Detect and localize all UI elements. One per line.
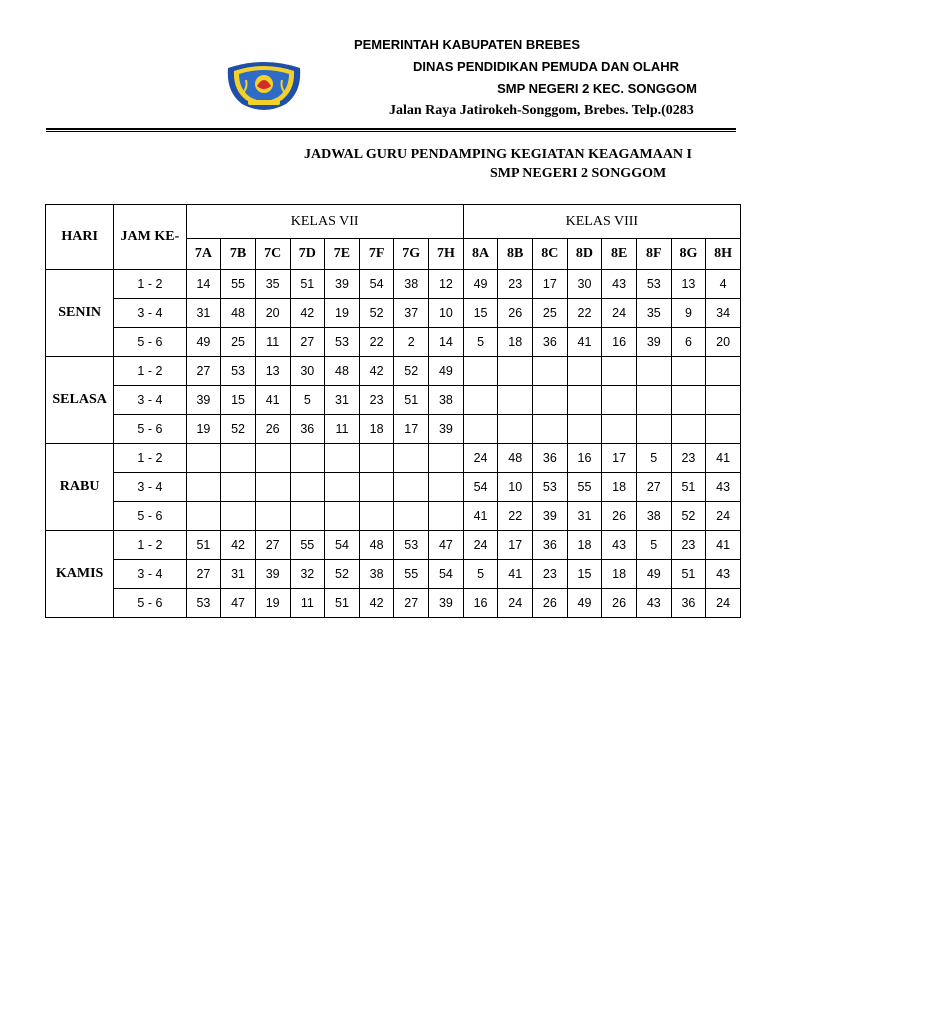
jam-cell: 3 - 4 <box>114 473 186 502</box>
teacher-number-cell <box>498 357 533 386</box>
jam-cell: 3 - 4 <box>114 560 186 589</box>
jam-cell: 3 - 4 <box>114 386 186 415</box>
teacher-number-cell: 5 <box>463 328 498 357</box>
teacher-number-cell: 51 <box>671 473 706 502</box>
teacher-number-cell: 42 <box>359 589 394 618</box>
teacher-number-cell: 36 <box>290 415 325 444</box>
teacher-number-cell: 23 <box>533 560 568 589</box>
teacher-number-cell <box>221 502 256 531</box>
teacher-number-cell <box>567 415 602 444</box>
teacher-number-cell: 24 <box>706 589 741 618</box>
schedule-table-container <box>45 204 733 620</box>
teacher-number-cell: 48 <box>221 299 256 328</box>
teacher-number-cell: 4 <box>706 270 741 299</box>
teacher-number-cell <box>498 386 533 415</box>
teacher-number-cell <box>290 444 325 473</box>
table-row <box>46 270 741 299</box>
teacher-number-cell: 55 <box>290 531 325 560</box>
jam-cell: 1 - 2 <box>114 444 186 473</box>
teacher-number-cell: 18 <box>602 473 637 502</box>
table-row <box>46 444 741 473</box>
class-header-7e: 7E <box>325 239 360 270</box>
class-header-7c: 7C <box>255 239 290 270</box>
teacher-number-cell: 49 <box>463 270 498 299</box>
table-row <box>46 502 741 531</box>
class-header-7h: 7H <box>429 239 464 270</box>
teacher-number-cell: 52 <box>359 299 394 328</box>
table-row <box>46 589 741 618</box>
teacher-number-cell: 14 <box>429 328 464 357</box>
schedule-table <box>45 204 741 618</box>
class-header-8d: 8D <box>567 239 602 270</box>
teacher-number-cell: 23 <box>671 531 706 560</box>
class-header-8c: 8C <box>533 239 568 270</box>
teacher-number-cell: 31 <box>325 386 360 415</box>
letterhead-divider-thin <box>46 131 736 132</box>
teacher-number-cell: 55 <box>394 560 429 589</box>
teacher-number-cell: 27 <box>394 589 429 618</box>
letterhead-address: Jalan Raya Jatirokeh-Songgom, Brebes. Telp.(0283 <box>389 103 694 118</box>
teacher-number-cell <box>706 415 741 444</box>
teacher-number-cell <box>636 386 671 415</box>
teacher-number-cell: 51 <box>394 386 429 415</box>
teacher-number-cell <box>186 444 221 473</box>
teacher-number-cell <box>567 386 602 415</box>
header-hari: HARI <box>46 205 114 270</box>
teacher-number-cell <box>706 357 741 386</box>
teacher-number-cell <box>255 473 290 502</box>
letterhead-school: SMP NEGERI 2 KEC. SONGGOM <box>497 81 697 96</box>
teacher-number-cell <box>602 415 637 444</box>
teacher-number-cell: 10 <box>498 473 533 502</box>
teacher-number-cell: 24 <box>602 299 637 328</box>
teacher-number-cell: 6 <box>671 328 706 357</box>
teacher-number-cell: 2 <box>394 328 429 357</box>
teacher-number-cell: 39 <box>533 502 568 531</box>
teacher-number-cell: 30 <box>290 357 325 386</box>
teacher-number-cell: 11 <box>255 328 290 357</box>
teacher-number-cell: 18 <box>602 560 637 589</box>
document-title: JADWAL GURU PENDAMPING KEGIATAN KEAGAMAAN I <box>304 147 692 162</box>
teacher-number-cell: 53 <box>533 473 568 502</box>
header-jam: JAM KE- <box>114 205 186 270</box>
teacher-number-cell: 20 <box>255 299 290 328</box>
teacher-number-cell: 41 <box>567 328 602 357</box>
teacher-number-cell: 15 <box>567 560 602 589</box>
teacher-number-cell: 16 <box>602 328 637 357</box>
teacher-number-cell: 23 <box>359 386 394 415</box>
teacher-number-cell: 19 <box>186 415 221 444</box>
table-row <box>46 299 741 328</box>
class-header-7d: 7D <box>290 239 325 270</box>
letterhead-department: DINAS PENDIDIKAN PEMUDA DAN OLAHR <box>413 59 680 74</box>
teacher-number-cell: 39 <box>429 589 464 618</box>
teacher-number-cell <box>325 473 360 502</box>
teacher-number-cell: 55 <box>567 473 602 502</box>
teacher-number-cell: 41 <box>255 386 290 415</box>
teacher-number-cell: 34 <box>706 299 741 328</box>
teacher-number-cell: 36 <box>671 589 706 618</box>
teacher-number-cell: 10 <box>429 299 464 328</box>
jam-cell: 3 - 4 <box>114 299 186 328</box>
teacher-number-cell: 27 <box>186 560 221 589</box>
teacher-number-cell: 41 <box>706 444 741 473</box>
teacher-number-cell: 39 <box>325 270 360 299</box>
teacher-number-cell: 27 <box>290 328 325 357</box>
teacher-number-cell <box>671 415 706 444</box>
teacher-number-cell <box>394 502 429 531</box>
teacher-number-cell: 24 <box>706 502 741 531</box>
teacher-number-cell: 53 <box>636 270 671 299</box>
jam-cell: 1 - 2 <box>114 357 186 386</box>
class-header-7g: 7G <box>394 239 429 270</box>
table-row <box>46 415 741 444</box>
teacher-number-cell: 19 <box>255 589 290 618</box>
teacher-number-cell: 18 <box>359 415 394 444</box>
teacher-number-cell: 48 <box>325 357 360 386</box>
teacher-number-cell: 49 <box>429 357 464 386</box>
teacher-number-cell: 18 <box>567 531 602 560</box>
teacher-number-cell: 41 <box>706 531 741 560</box>
day-selasa: SELASA <box>46 357 114 444</box>
teacher-number-cell: 47 <box>221 589 256 618</box>
teacher-number-cell: 53 <box>221 357 256 386</box>
teacher-number-cell: 26 <box>602 502 637 531</box>
teacher-number-cell <box>636 357 671 386</box>
teacher-number-cell: 36 <box>533 531 568 560</box>
teacher-number-cell: 51 <box>671 560 706 589</box>
teacher-number-cell: 24 <box>463 531 498 560</box>
teacher-number-cell <box>429 473 464 502</box>
teacher-number-cell: 15 <box>221 386 256 415</box>
teacher-number-cell: 38 <box>429 386 464 415</box>
teacher-number-cell: 5 <box>636 444 671 473</box>
teacher-number-cell: 54 <box>359 270 394 299</box>
teacher-number-cell: 15 <box>463 299 498 328</box>
jam-cell: 1 - 2 <box>114 531 186 560</box>
teacher-number-cell: 31 <box>221 560 256 589</box>
teacher-number-cell: 43 <box>636 589 671 618</box>
teacher-number-cell: 52 <box>671 502 706 531</box>
teacher-number-cell: 55 <box>221 270 256 299</box>
teacher-number-cell: 5 <box>463 560 498 589</box>
teacher-number-cell: 37 <box>394 299 429 328</box>
teacher-number-cell: 35 <box>636 299 671 328</box>
letterhead-government: PEMERINTAH KABUPATEN BREBES <box>353 37 581 52</box>
class-header-7b: 7B <box>221 239 256 270</box>
teacher-number-cell: 43 <box>706 473 741 502</box>
teacher-number-cell: 22 <box>567 299 602 328</box>
teacher-number-cell: 19 <box>325 299 360 328</box>
teacher-number-cell: 5 <box>290 386 325 415</box>
teacher-number-cell <box>359 473 394 502</box>
teacher-number-cell: 17 <box>498 531 533 560</box>
teacher-number-cell: 48 <box>498 444 533 473</box>
teacher-number-cell <box>186 502 221 531</box>
class-header-8f: 8F <box>636 239 671 270</box>
teacher-number-cell: 12 <box>429 270 464 299</box>
teacher-number-cell: 17 <box>602 444 637 473</box>
class-header-8a: 8A <box>463 239 498 270</box>
teacher-number-cell <box>186 473 221 502</box>
teacher-number-cell: 38 <box>394 270 429 299</box>
teacher-number-cell: 42 <box>290 299 325 328</box>
teacher-number-cell <box>567 357 602 386</box>
teacher-number-cell: 39 <box>636 328 671 357</box>
teacher-number-cell <box>325 444 360 473</box>
teacher-number-cell: 11 <box>325 415 360 444</box>
teacher-number-cell: 9 <box>671 299 706 328</box>
teacher-number-cell: 31 <box>186 299 221 328</box>
teacher-number-cell: 13 <box>671 270 706 299</box>
jam-cell: 5 - 6 <box>114 589 186 618</box>
teacher-number-cell: 5 <box>636 531 671 560</box>
teacher-number-cell: 53 <box>394 531 429 560</box>
jam-cell: 5 - 6 <box>114 502 186 531</box>
teacher-number-cell: 22 <box>498 502 533 531</box>
teacher-number-cell <box>533 357 568 386</box>
teacher-number-cell: 36 <box>533 328 568 357</box>
teacher-number-cell <box>463 386 498 415</box>
teacher-number-cell <box>463 415 498 444</box>
teacher-number-cell: 38 <box>636 502 671 531</box>
header-kelas-vii: KELAS VII <box>186 205 463 239</box>
teacher-number-cell <box>325 502 360 531</box>
teacher-number-cell: 52 <box>325 560 360 589</box>
table-row <box>46 386 741 415</box>
teacher-number-cell <box>533 386 568 415</box>
teacher-number-cell: 27 <box>636 473 671 502</box>
teacher-number-cell: 54 <box>429 560 464 589</box>
teacher-number-cell <box>221 444 256 473</box>
teacher-number-cell: 41 <box>498 560 533 589</box>
table-row <box>46 531 741 560</box>
teacher-number-cell: 47 <box>429 531 464 560</box>
teacher-number-cell: 49 <box>636 560 671 589</box>
teacher-number-cell: 43 <box>706 560 741 589</box>
teacher-number-cell: 16 <box>463 589 498 618</box>
teacher-number-cell: 42 <box>359 357 394 386</box>
teacher-number-cell: 24 <box>463 444 498 473</box>
teacher-number-cell: 35 <box>255 270 290 299</box>
teacher-number-cell: 26 <box>498 299 533 328</box>
teacher-number-cell <box>394 473 429 502</box>
teacher-number-cell <box>533 415 568 444</box>
class-header-7f: 7F <box>359 239 394 270</box>
teacher-number-cell: 26 <box>533 589 568 618</box>
jam-cell: 5 - 6 <box>114 328 186 357</box>
teacher-number-cell: 27 <box>255 531 290 560</box>
teacher-number-cell: 17 <box>533 270 568 299</box>
teacher-number-cell <box>290 502 325 531</box>
class-header-8h: 8H <box>706 239 741 270</box>
teacher-number-cell: 51 <box>325 589 360 618</box>
table-row <box>46 328 741 357</box>
teacher-number-cell <box>671 357 706 386</box>
teacher-number-cell: 54 <box>325 531 360 560</box>
teacher-number-cell: 36 <box>533 444 568 473</box>
class-header-8e: 8E <box>602 239 637 270</box>
teacher-number-cell: 26 <box>602 589 637 618</box>
table-row <box>46 357 741 386</box>
teacher-number-cell: 51 <box>290 270 325 299</box>
teacher-number-cell: 39 <box>429 415 464 444</box>
teacher-number-cell: 27 <box>186 357 221 386</box>
class-header-7a: 7A <box>186 239 221 270</box>
teacher-number-cell: 43 <box>602 270 637 299</box>
teacher-number-cell: 48 <box>359 531 394 560</box>
teacher-number-cell: 51 <box>186 531 221 560</box>
teacher-number-cell <box>359 502 394 531</box>
teacher-number-cell: 53 <box>186 589 221 618</box>
teacher-number-cell <box>429 502 464 531</box>
teacher-number-cell: 42 <box>221 531 256 560</box>
teacher-number-cell: 53 <box>325 328 360 357</box>
teacher-number-cell: 49 <box>567 589 602 618</box>
teacher-number-cell: 22 <box>359 328 394 357</box>
teacher-number-cell: 25 <box>533 299 568 328</box>
teacher-number-cell <box>429 444 464 473</box>
teacher-number-cell <box>255 444 290 473</box>
teacher-number-cell: 23 <box>671 444 706 473</box>
teacher-number-cell: 49 <box>186 328 221 357</box>
teacher-number-cell <box>255 502 290 531</box>
class-header-8b: 8B <box>498 239 533 270</box>
teacher-number-cell: 38 <box>359 560 394 589</box>
day-senin: SENIN <box>46 270 114 357</box>
teacher-number-cell <box>602 357 637 386</box>
teacher-number-cell <box>359 444 394 473</box>
teacher-number-cell <box>394 444 429 473</box>
teacher-number-cell: 11 <box>290 589 325 618</box>
document-subtitle: SMP NEGERI 2 SONGGOM <box>490 166 667 181</box>
teacher-number-cell: 52 <box>394 357 429 386</box>
teacher-number-cell: 54 <box>463 473 498 502</box>
day-kamis: KAMIS <box>46 531 114 618</box>
teacher-number-cell: 14 <box>186 270 221 299</box>
teacher-number-cell: 30 <box>567 270 602 299</box>
teacher-number-cell: 25 <box>221 328 256 357</box>
jam-cell: 1 - 2 <box>114 270 186 299</box>
teacher-number-cell: 20 <box>706 328 741 357</box>
jam-cell: 5 - 6 <box>114 415 186 444</box>
teacher-number-cell: 39 <box>186 386 221 415</box>
teacher-number-cell: 16 <box>567 444 602 473</box>
teacher-number-cell <box>221 473 256 502</box>
teacher-number-cell: 24 <box>498 589 533 618</box>
teacher-number-cell <box>636 415 671 444</box>
teacher-number-cell: 31 <box>567 502 602 531</box>
teacher-number-cell: 43 <box>602 531 637 560</box>
table-row <box>46 473 741 502</box>
teacher-number-cell: 26 <box>255 415 290 444</box>
letterhead-divider <box>46 128 736 130</box>
teacher-number-cell: 39 <box>255 560 290 589</box>
teacher-number-cell <box>463 357 498 386</box>
teacher-number-cell <box>290 473 325 502</box>
teacher-number-cell <box>706 386 741 415</box>
teacher-number-cell: 41 <box>463 502 498 531</box>
teacher-number-cell: 17 <box>394 415 429 444</box>
teacher-number-cell <box>498 415 533 444</box>
teacher-number-cell: 52 <box>221 415 256 444</box>
header-kelas-viii: KELAS VIII <box>463 205 740 239</box>
teacher-number-cell: 32 <box>290 560 325 589</box>
table-row <box>46 560 741 589</box>
day-rabu: RABU <box>46 444 114 531</box>
teacher-number-cell: 18 <box>498 328 533 357</box>
class-header-8g: 8G <box>671 239 706 270</box>
teacher-number-cell <box>671 386 706 415</box>
teacher-number-cell: 13 <box>255 357 290 386</box>
teacher-number-cell: 23 <box>498 270 533 299</box>
teacher-number-cell <box>602 386 637 415</box>
